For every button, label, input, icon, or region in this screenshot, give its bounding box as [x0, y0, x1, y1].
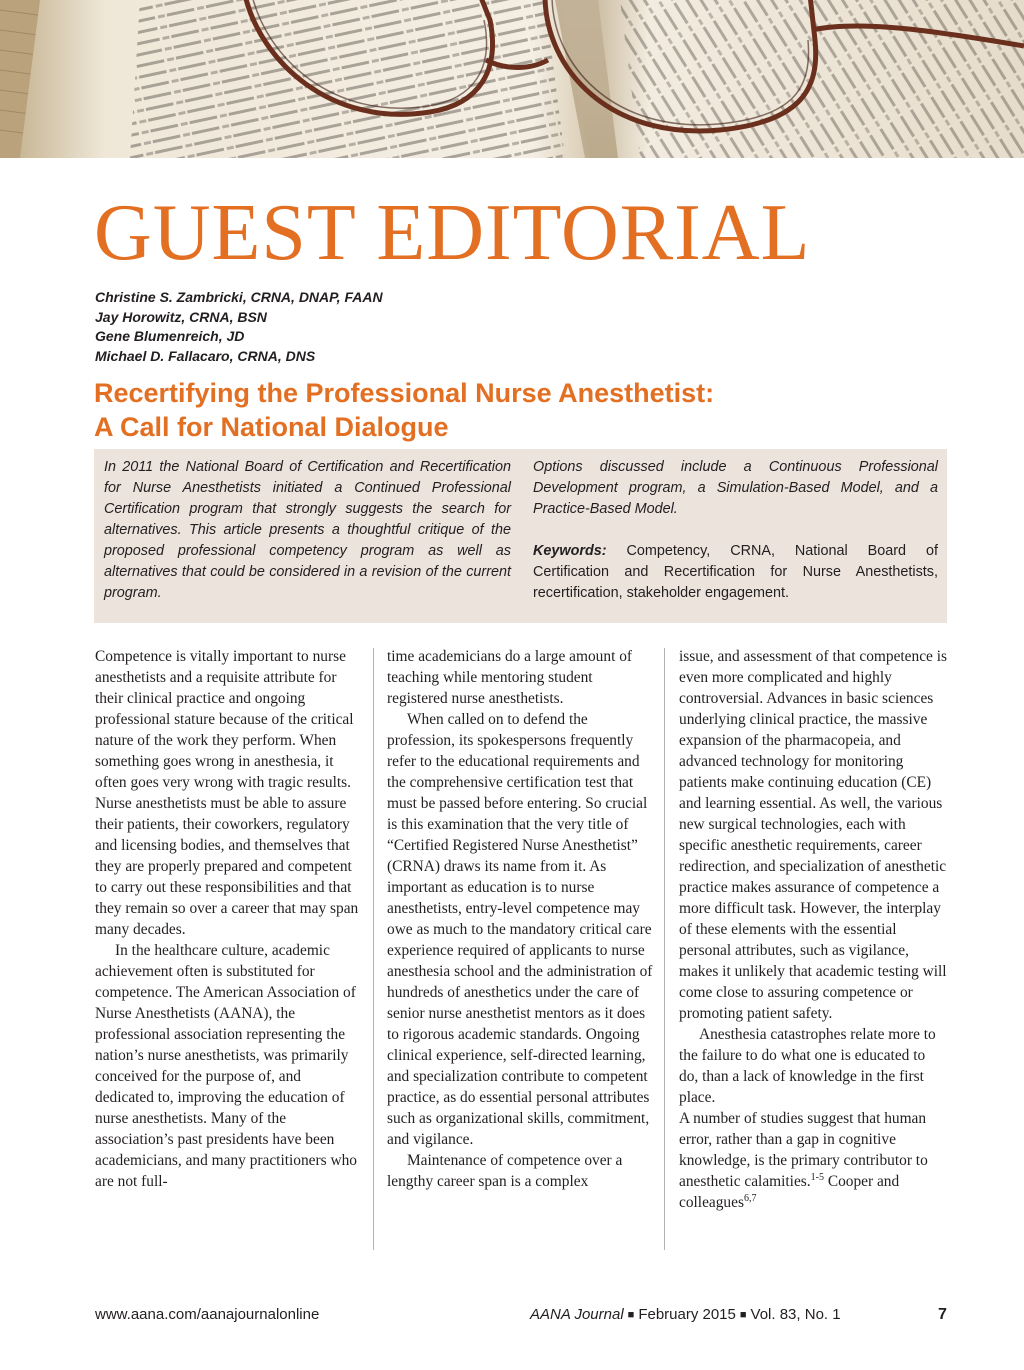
square-bullet-icon: ■ — [739, 1309, 747, 1321]
author-list — [95, 288, 383, 366]
body-paragraph: Maintenance of competence over a lengthy career span is a complex — [387, 1152, 623, 1190]
page-number: 7 — [938, 1306, 947, 1323]
issue-date: February 2015 — [638, 1306, 736, 1323]
author-name: Gene Blumenreich, JD — [95, 328, 245, 344]
body-text: Cooper and colleagues — [679, 1173, 900, 1211]
body-column-3 — [679, 646, 947, 1213]
body-paragraph: In the healthcare culture, academic achievement often is substituted for competence. The American Association of Nurse Anesthetists (AANA), the professional association representing the nation’s nurse anesthetists, was primarily conceived for the purpose of, and dedicated to, improving the education of nurse anesthetists. Many of the association’s past presidents have been academicians, and many practitioners who are not full- — [95, 942, 357, 1190]
article-title-line-2: A Call for National Dialogue — [94, 412, 449, 442]
footer-url: www.aana.com/aanajournalonline — [95, 1306, 320, 1323]
abstract-options: Options discussed include a Continuous Professional Development program, a Simulation-Based Model, and a Practice-Based Model. — [533, 459, 938, 517]
article-title-line-1: Recertifying the Professional Nurse Anesthetist: — [94, 378, 715, 408]
article-title — [94, 376, 954, 444]
section-title: GUEST EDITORIAL — [94, 189, 811, 277]
keywords-label: Keywords: — [533, 543, 607, 559]
column-divider — [373, 648, 374, 1250]
abstract-summary-column — [104, 457, 511, 604]
body-paragraph-with-citations — [679, 1108, 947, 1213]
author-name: Christine S. Zambricki, CRNA, DNAP, FAAN — [95, 289, 383, 305]
body-paragraph: time academicians do a large amount of teaching while mentoring student registered nurse anesthetists. — [387, 648, 633, 707]
volume-number: Vol. 83, No. 1 — [750, 1306, 841, 1323]
body-paragraph: When called on to defend the profession, its spokespersons frequently refer to the educational requirements and the comprehensive certification test that must be passed before entering. So crucial is this examination that the very title of “Certified Registered Nurse Anesthetist” (CRNA) draws its name from it. As important as education is to nurse anesthetists, entry-level competence may owe as much to the mandatory critical care experience required of applicants to nurse anesthesia school and the administration of hundreds of anesthetics under the care of senior nurse anesthetist mentors as it does to rigorous academic standards. Ongoing clinical experience, self-directed learning, and specialization contribute to competent practice, as do essential personal attributes such as organizational skills, commitment, and vigilance. — [387, 711, 653, 1148]
body-column-2 — [387, 646, 655, 1192]
body-column-1 — [95, 646, 363, 1192]
abstract-box — [94, 449, 947, 623]
keywords-paragraph — [533, 541, 938, 604]
body-paragraph: issue, and assessment of that competence is even more complicated and highly controversial. Advances in basic sciences underlying clinical practice, the massive expansion of the pharmacopeia, and advanced technology for monitoring patients make continuing education (CE) and learning essential. As well, the various new surgical technologies, each with specific anesthetic requirements, career redirection, and specialization of anesthetic practice makes assurance of competence a more difficult task. However, the interplay of these elements with the essential personal attributes, such as vigilance, makes it unlikely that academic testing will come close to assuring competence or promoting patient safety. — [679, 648, 947, 1022]
citation-ref: 6,7 — [743, 1192, 757, 1204]
column-divider — [664, 648, 665, 1250]
keywords-text: Competency, CRNA, National Board of Certification and Recertification for Nurse Anesthetists, recertification, stakeholder engagement. — [533, 543, 939, 601]
citation-ref: 1-5 — [810, 1171, 824, 1183]
journal-name: AANA Journal — [530, 1306, 624, 1323]
abstract-keywords-column — [533, 457, 938, 604]
author-name: Jay Horowitz, CRNA, BSN — [95, 308, 267, 325]
footer-journal-info — [530, 1304, 841, 1326]
header-photo — [0, 0, 1024, 158]
body-paragraph: Anesthesia catastrophes relate more to the failure to do what one is educated to do, than a lack of knowledge in the first place. — [679, 1026, 936, 1106]
body-text: A number of studies suggest that human error, rather than a gap in cognitive knowledge, is the primary contributor to anesthetic calamities. — [679, 1110, 928, 1190]
square-bullet-icon: ■ — [627, 1309, 635, 1321]
author-name: Michael D. Fallacaro, CRNA, DNS — [95, 347, 316, 364]
book-and-glasses-illustration — [0, 0, 1024, 158]
abstract-summary: In 2011 the National Board of Certification and Recertification for Nurse Anesthetists initiated a Continued Professional Certification program that strongly suggests the search for alternatives. This article presents a thoughtful critique of the proposed professional competency program as well as alternatives that could be considered in a revision of the current program. — [104, 459, 511, 601]
body-paragraph: Competence is vitally important to nurse anesthetists and a requisite attribute for their clinical practice and ongoing professional stature because of the critical nature of the work they perform. When something goes wrong in anesthesia, it often goes very wrong with tragic results. Nurse anesthetists must be able to assure their patients, their coworkers, regulatory and licensing bodies, and themselves that they are properly prepared and competent to carry out these responsibilities and that they remain so over a career that may span many decades. — [95, 648, 359, 938]
